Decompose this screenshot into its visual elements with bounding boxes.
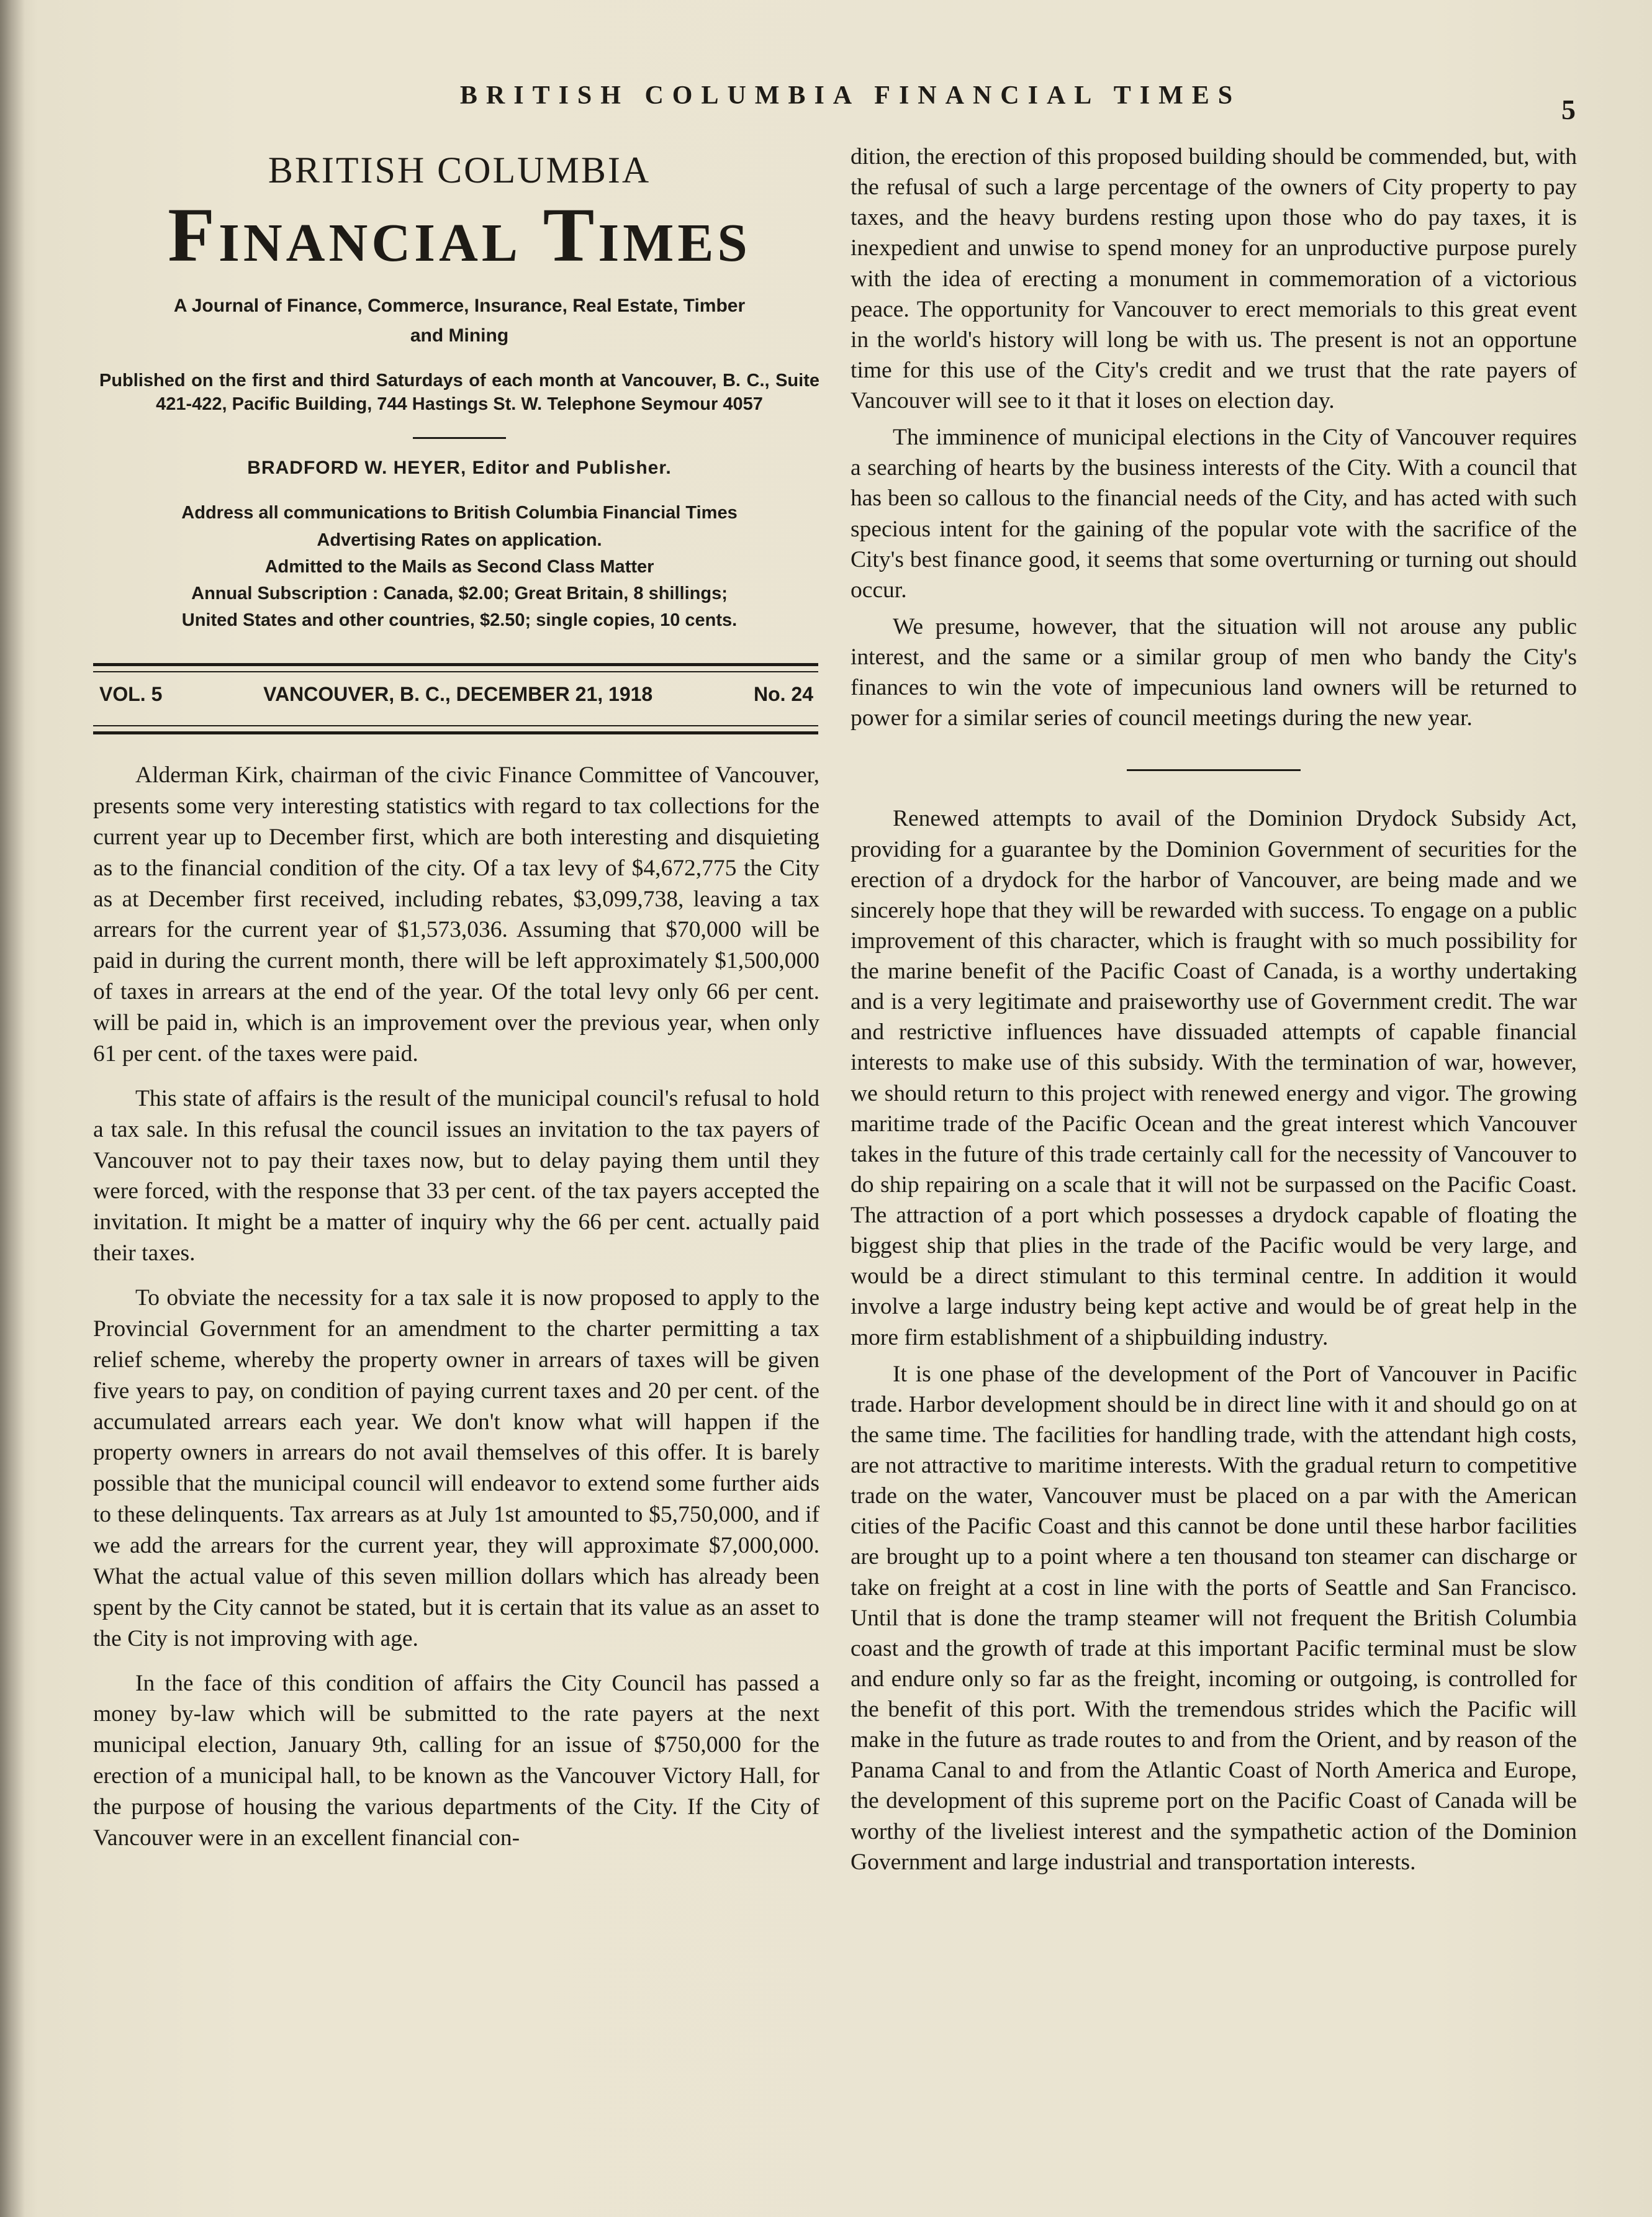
subscription-line-2: United States and other countries, $2.50; single copies, 10 cents.: [181, 610, 738, 630]
publication-info: Published on the first and third Saturdays of each month at Vancouver, B. C., Suite 421-422, Pacific Building, 744 Hastings St. W. Telephone Seymour 4057: [99, 371, 819, 414]
paragraph: In the face of this condition of affairs the City Council has passed a money by-law which will be submitted to the rate payers at the next municipal election, January 9th, calling for an issue of $750,000 for the erection of a municipal hall, to be known as the Vancouver Victory Hall, for the purpose of housing the various departments of the City. If the City of Vancouver were in an excellent financial con-: [93, 1670, 819, 1851]
double-rule-bottom: [93, 725, 818, 734]
paragraph: dition, the erection of this proposed building should be commended, but, with the refusal of such a large percentage of the owners of City property to pay taxes, and the heavy burdens resting upon those who do pay taxes, it is inexpedient and unwise to spend money for an unproductive purpose purely with the idea of erecting a monument in commemoration of a victorious peace. The opportunity for Vancouver to erect memorials to this great event in the world's history will long be with us. The present is not an opportune time for this use of the City's credit and we trust that the rate payers of Vancouver will see to it that it loses on election day.: [851, 144, 1577, 413]
editor-line: BRADFORD W. HEYER, Editor and Publisher.: [247, 458, 672, 479]
advertising-notice: Advertising Rates on application.: [317, 530, 602, 550]
masthead-top-line: BRITISH COLUMBIA: [268, 150, 651, 191]
section-divider: [1127, 769, 1301, 771]
paragraph: To obviate the necessity for a tax sale it is now proposed to apply to the Provincial Government for an amendment to the charter permitting a tax relief scheme, whereby the property owner in arrears of taxes will be given five years to pay, on condition of paying current taxes and 20 per cent. of the accumulated arrears each year. We don't know what will happen if the property owners in arrears do not avail themselves of this offer. It is barely possible that the municipal council will endeavor to extend some further aids to these delinquents. Tax arrears as at July 1st amounted to $5,750,000, and if we add the arrears for the current year, they will approximate $7,000,000. What the actual value of this seven million dollars which has already been spent by the City cannot be stated, but it is certain that its value as an asset to the City is not improving with age.: [93, 1285, 819, 1651]
masthead-subtitle: A Journal of Finance, Commerce, Insurance, Real Estate, Timber and Mining: [173, 296, 746, 346]
paragraph: It is one phase of the development of the Port of Vancouver in Pacific trade. Harbor development should be in direct line with it and should go on at the same time. The facilities for handling trade, with the attendant high costs, are not attractive to maritime interests. With the gradual return to competitive trade on the water, Vancouver must be placed on a par with the American cities of the Pacific Coast and this cannot be done until these harbor facilities are brought up to a point where a ten thousand ton steamer can discharge or take on freight at a cost in line with the ports of Seattle and San Francisco. Until that is done the tramp steamer will not frequent the British Columbia coast and the growth of trade at this important Pacific terminal must be slow and endure only so far as the freight, incoming or outgoing, is controlled for the benefit of this port. With the tremendous strides which the Pacific will make in the future as trade routes to and from the Orient, and by reason of the Panama Canal to and from the Atlantic Coast of North America and Europe, the development of this supreme port on the Pacific Coast of Canada will be worthy of the liveliest interest and the sympathetic action of the Dominion Government and large industrial and transportation interests.: [851, 1361, 1577, 1875]
address-notice: Address all communications to British Columbia Financial Times: [181, 503, 738, 523]
running-head: BRITISH COLUMBIA FINANCIAL TIMES: [459, 81, 1242, 110]
right-column: [851, 142, 1577, 1884]
issue-number: No. 24: [753, 683, 813, 705]
paragraph: We presume, however, that the situation will not arouse any public interest, and the same or a similar group of men who bandy the City's finances to win the vote of impecunious land owners will be returned to power for a similar series of council meetings during the new year.: [851, 613, 1577, 731]
volume-label: VOL. 5: [99, 683, 163, 705]
masthead-notices: [93, 501, 826, 633]
issue-line: [99, 683, 813, 706]
place-date: VANCOUVER, B. C., DECEMBER 21, 1918: [263, 683, 653, 705]
masthead-divider: [413, 437, 506, 439]
masthead-title: Financial Times: [168, 192, 751, 278]
paragraph: This state of affairs is the result of the municipal council's refusal to hold a tax sale. In this refusal the council issues an invitation to the tax payers of Vancouver not to pay their taxes now, but to delay paying them until they were forced, with the response that 33 per cent. of the tax payers accepted the invitation. It might be a matter of inquiry why the 66 per cent. actually paid their taxes.: [93, 1085, 819, 1267]
paragraph: Alderman Kirk, chairman of the civic Finance Committee of Vancouver, presents some very interesting statistics with regard to tax collections for the current year up to December first, which are both interesting and disquieting as to the financial condition of the city. Of a tax levy of $4,672,775 the City as at December first received, including rebates, $3,099,738, leaving a tax arrears for the current year of $1,573,036. Assuming that $70,000 will be paid in during the current month, there will be left approximately $1,500,000 of taxes in arrears at the end of the year. Of the total levy only 66 per cent. will be paid in, which is an improvement over the previous year, when only 61 per cent. of the taxes were paid.: [93, 762, 819, 1067]
subscription-line-1: Annual Subscription : Canada, $2.00; Great Britain, 8 shillings;: [191, 583, 728, 603]
masthead: [93, 149, 826, 635]
paragraph: The imminence of municipal elections in the City of Vancouver requires a searching of hearts by the business interests of the City. With a council that has been so callous to the financial needs of the City, and has acted with such specious intent for the gaining of the popular vote with the sacrifice of the City's best finance good, it seems that some overturning or turning out should occur.: [851, 425, 1577, 603]
left-column: [93, 760, 819, 1867]
mail-notice: Admitted to the Mails as Second Class Matter: [264, 556, 654, 577]
double-rule-top: [93, 663, 818, 672]
paragraph: Renewed attempts to avail of the Dominion Drydock Subsidy Act, providing for a guarantee by the Dominion Government of securities for the erection of a drydock for the harbor of Vancouver, are being made and we sincerely hope that they will be rewarded with success. To engage on a public improvement of this character, which is fraught with so much possibility for the marine benefit of the Pacific Coast of Canada, is a worthy undertaking and is a very legitimate and praiseworthy use of Government credit. The war and restrictive influences have dissuaded attempts of capable financial interests to make use of this subsidy. With the termination of war, however, we should return to this project with renewed energy and vigor. The growing maritime trade of the Pacific Ocean and the great interest which Vancouver takes in the future of this trade certainly call for the necessity of Vancouver to do ship repairing on a scale that it will not be surpassed on the Pacific Coast. The attraction of a port which possesses a drydock capable of floating the biggest ship that plies in the trade of the Pacific would be very large, and would be a direct stimulant to this terminal centre. In addition it would involve a large industry being kept active and would be of great help in the more firm establishment of a shipbuilding industry.: [851, 806, 1577, 1350]
binding-shadow: [0, 0, 25, 2217]
page-number: 5: [1561, 94, 1576, 125]
